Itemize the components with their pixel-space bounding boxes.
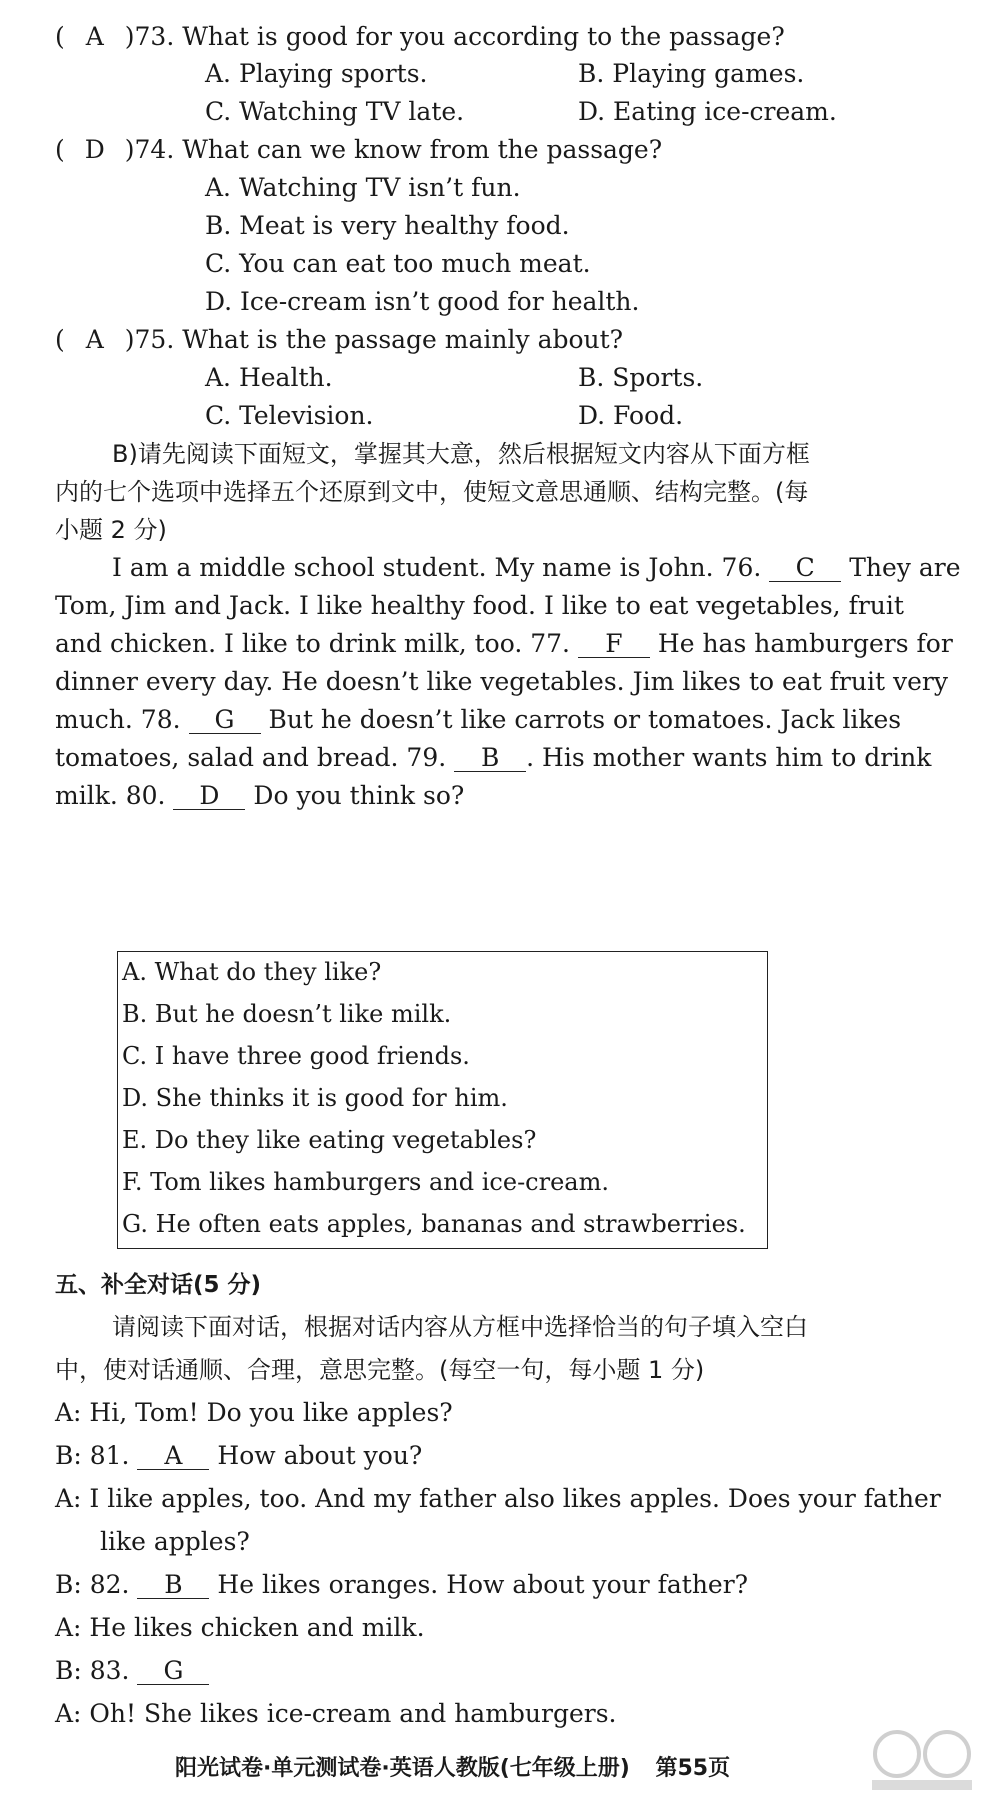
option-73-c: C. Watching TV late. bbox=[205, 97, 465, 126]
dialog-line-4: like apples? bbox=[100, 1527, 250, 1556]
paren-open: ( bbox=[55, 135, 65, 164]
dialog-text: B: 82. bbox=[55, 1570, 130, 1599]
watermark-logo-icon bbox=[862, 1724, 982, 1794]
question-73 bbox=[55, 22, 785, 52]
page-number: 第55页 bbox=[655, 1756, 731, 1781]
question-75-stem: )75. What is the passage mainly about? bbox=[124, 325, 624, 354]
passage-line-1 bbox=[112, 553, 961, 583]
option-75-d: D. Food. bbox=[578, 401, 684, 430]
box-option-f: F. Tom likes hamburgers and ice-cream. bbox=[122, 1168, 609, 1196]
option-75-b: B. Sports. bbox=[578, 363, 704, 392]
box-option-b: B. But he doesn’t like milk. bbox=[122, 1000, 452, 1028]
passage-text: He has hamburgers for bbox=[657, 629, 953, 658]
question-74-stem: )74. What can we know from the passage? bbox=[124, 135, 663, 164]
footer bbox=[175, 1754, 730, 1784]
answer-74: D bbox=[84, 135, 105, 164]
question-74 bbox=[55, 135, 662, 165]
passage-text: much. 78. bbox=[55, 705, 181, 734]
dialog-line-3: A: I like apples, too. And my father also likes apples. Does your father bbox=[55, 1484, 941, 1513]
dialog-text: He likes oranges. How about your father? bbox=[217, 1570, 749, 1599]
option-75-a: A. Health. bbox=[205, 363, 333, 392]
blank-79: B bbox=[454, 745, 526, 772]
passage-text: and chicken. I like to drink milk, too. 77. bbox=[55, 629, 570, 658]
box-option-c: C. I have three good friends. bbox=[122, 1042, 470, 1070]
passage-line-6 bbox=[55, 743, 931, 773]
passage-line-5 bbox=[55, 705, 901, 735]
section-5-instruction-2: 中，使对话通顺、合理，意思完整。(每空一句，每小题 1 分) bbox=[55, 1356, 705, 1384]
passage-line-4: dinner every day. He doesn’t like vegetables. Jim likes to eat fruit very bbox=[55, 667, 948, 696]
box-option-g: G. He often eats apples, bananas and strawberries. bbox=[122, 1210, 746, 1238]
passage-text: They are bbox=[849, 553, 961, 582]
passage-line-2: Tom, Jim and Jack. I like healthy food. I like to eat vegetables, fruit bbox=[55, 591, 904, 620]
dialog-line-6: A: He likes chicken and milk. bbox=[55, 1613, 425, 1642]
section-b-instruction-1: B)请先阅读下面短文，掌握其大意，然后根据短文内容从下面方框 bbox=[112, 440, 810, 468]
answer-75: A bbox=[85, 325, 104, 354]
option-73-b: B. Playing games. bbox=[578, 59, 805, 88]
option-74-c: C. You can eat too much meat. bbox=[205, 249, 591, 278]
blank-80: D bbox=[173, 783, 245, 810]
section-b-instruction-3: 小题 2 分) bbox=[55, 516, 167, 544]
blank-76: C bbox=[769, 555, 841, 582]
option-74-d: D. Ice-cream isn’t good for health. bbox=[205, 287, 640, 316]
passage-text: . His mother wants him to drink bbox=[526, 743, 932, 772]
option-74-b: B. Meat is very healthy food. bbox=[205, 211, 570, 240]
blank-83: G bbox=[137, 1658, 209, 1685]
box-option-a: A. What do they like? bbox=[122, 958, 382, 986]
answer-73: A bbox=[85, 22, 104, 51]
option-74-a: A. Watching TV isn’t fun. bbox=[205, 173, 521, 202]
option-73-d: D. Eating ice-cream. bbox=[578, 97, 837, 126]
paren-open: ( bbox=[55, 325, 65, 354]
blank-77: F bbox=[578, 631, 650, 658]
option-73-a: A. Playing sports. bbox=[205, 59, 428, 88]
passage-text: I am a middle school student. My name is John. 76. bbox=[112, 553, 762, 582]
question-75 bbox=[55, 325, 623, 355]
options-box bbox=[117, 951, 768, 1249]
dialog-text: B: 81. bbox=[55, 1441, 130, 1470]
paren-open: ( bbox=[55, 22, 65, 51]
dialog-line-7 bbox=[55, 1656, 209, 1686]
footer-title: 阳光试卷·单元测试卷·英语人教版(七年级上册) bbox=[175, 1756, 630, 1781]
passage-text: milk. 80. bbox=[55, 781, 166, 810]
passage-text: tomatoes, salad and bread. 79. bbox=[55, 743, 447, 772]
blank-78: G bbox=[189, 707, 261, 734]
dialog-line-5 bbox=[55, 1570, 748, 1600]
dialog-text: How about you? bbox=[217, 1441, 423, 1470]
passage-line-7 bbox=[55, 781, 464, 811]
option-75-c: C. Television. bbox=[205, 401, 374, 430]
box-option-d: D. She thinks it is good for him. bbox=[122, 1084, 508, 1112]
passage-text: Do you think so? bbox=[253, 781, 465, 810]
dialog-text: B: 83. bbox=[55, 1656, 130, 1685]
section-5-title: 五、补全对话(5 分) bbox=[55, 1272, 262, 1298]
dialog-line-8: A: Oh! She likes ice-cream and hamburgers. bbox=[55, 1699, 617, 1728]
blank-82: B bbox=[137, 1572, 209, 1599]
section-b-instruction-2: 内的七个选项中选择五个还原到文中，使短文意思通顺、结构完整。(每 bbox=[55, 478, 809, 506]
dialog-line-2 bbox=[55, 1441, 422, 1471]
question-73-stem: )73. What is good for you according to the passage? bbox=[124, 22, 785, 51]
passage-line-3 bbox=[55, 629, 953, 659]
section-5-instruction-1: 请阅读下面对话，根据对话内容从方框中选择恰当的句子填入空白 bbox=[112, 1313, 808, 1341]
passage-text: But he doesn’t like carrots or tomatoes. Jack likes bbox=[268, 705, 902, 734]
blank-81: A bbox=[137, 1443, 209, 1470]
dialog-line-1: A: Hi, Tom! Do you like apples? bbox=[55, 1398, 453, 1427]
box-option-e: E. Do they like eating vegetables? bbox=[122, 1126, 537, 1154]
